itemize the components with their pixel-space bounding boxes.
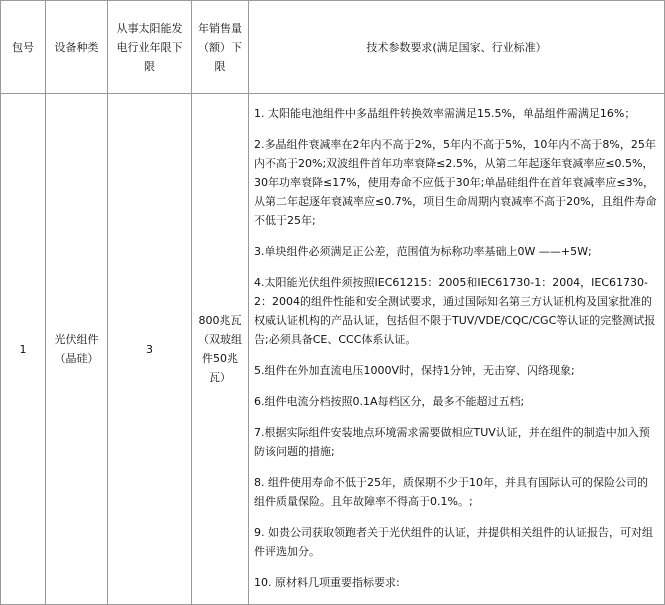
sales-line: （双玻组 <box>198 333 242 346</box>
header-years-line: 电行业年限下 <box>116 40 183 54</box>
table-row <box>1 94 665 605</box>
cell-equipment-type <box>46 94 108 605</box>
sales-line: 件50兆 <box>202 352 238 365</box>
header-years <box>108 1 192 94</box>
header-sales <box>192 1 249 94</box>
header-years-line: 限 <box>144 59 155 73</box>
header-sales-line: 限 <box>214 59 226 73</box>
tech-item: 10. 原材料几项重要指标要求: <box>254 576 400 589</box>
tech-item: 3.单块组件必须满足正公差，范围值为标称功率基础上0W ——+5W; <box>254 245 592 258</box>
header-row <box>1 1 665 94</box>
header-package-no: 包号 <box>1 1 46 94</box>
tech-item: 1. 太阳能电池组件中多晶组件转换效率需满足15.5%，单晶组件需满足16%； <box>254 107 636 120</box>
tech-item: 8. 组件使用寿命不低于25年，质保期不少于10年，并具有国际认可的保险公司的组件质量保险。且年故障率不得高于0.1%。; <box>254 476 648 508</box>
header-years-line: 从事太阳能发 <box>116 21 183 35</box>
tech-item: 7.根据实际组件安装地点环境需求需要做相应TUV认证，并在组件的制造中加入预防该问题的措施; <box>254 426 650 458</box>
header-tech-requirements: 技术参数要求(满足国家、行业标准） <box>249 1 665 94</box>
sales-line: 800兆瓦 <box>198 314 242 327</box>
tech-item: 4.太阳能光伏组件须按照IEC61215：2005和IEC61730-1：2004，IEC61730-2：2004的组件性能和安全测试要求，通过国际知名第三方认证机构及国家批准的权威认证机构的产品认证，包括但不限于TUV/VDE/CQC/CGC等认证的完整测试报告;必须具备CE、CCC体系认证。 <box>254 276 656 346</box>
cell-package-no: 1 <box>1 94 46 605</box>
tech-item: 5.组件在外加直流电压1000V时，保持1分钟，无击穿、闪络现象; <box>254 364 575 377</box>
header-equipment-type: 设备种类 <box>46 1 108 94</box>
equipment-type-line: 光伏组件 <box>54 333 99 346</box>
header-sales-line: 年销售量 <box>198 21 242 35</box>
tech-item: 6.组件电流分档按照0.1A每档区分，最多不能超过五档; <box>254 395 525 408</box>
cell-sales <box>192 94 249 605</box>
cell-tech-requirements <box>249 94 665 605</box>
tech-item: 9. 如贵公司获取领跑者关于光伏组件的认证，并提供相关组件的认证报告，可对组件评选加分。 <box>254 526 653 558</box>
sales-line: 瓦） <box>209 371 231 384</box>
header-sales-line: （额）下 <box>198 40 242 54</box>
equipment-type-line: （晶硅） <box>54 352 99 365</box>
cell-years: 3 <box>108 94 192 605</box>
tech-item: 2.多晶组件衰减率在2年内不高于2%，5年内不高于5%，10年内不高于8%，25年内不高于20%;双波组件首年功率衰降≤2.5%，从第二年起逐年衰减率应≤0.5%， 30年功率衰降≤17%，使用寿命不应低于30年;单晶硅组件在首年衰减率应≤3%，从第二年起逐年衰减率应≤0.7%，项目生命周期内衰减率不高于20%，且组件寿命不低于25年; <box>254 138 657 227</box>
